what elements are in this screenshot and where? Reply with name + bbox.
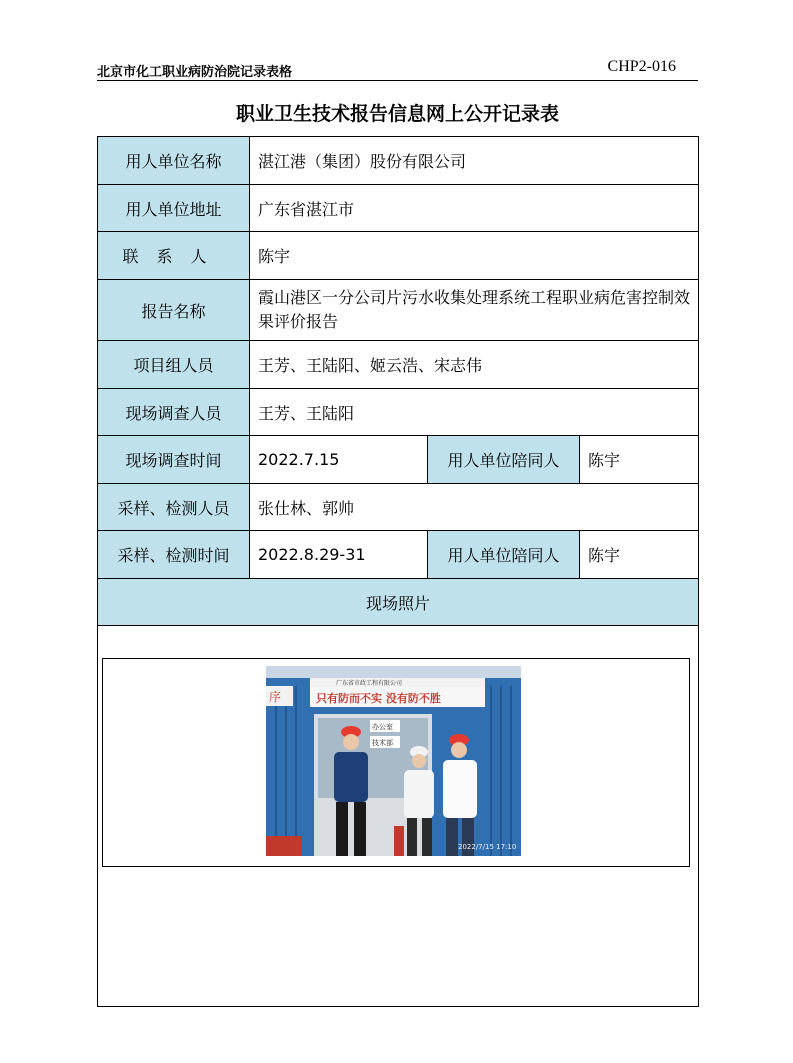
table-row — [98, 341, 699, 389]
sampling-staff-label: 采样、检测人员 — [98, 484, 250, 531]
survey-staff-value: 王芳、王陆阳 — [250, 389, 699, 436]
photo-side-sign: 序 — [269, 690, 282, 704]
table-row — [98, 280, 699, 341]
table-row — [98, 531, 699, 579]
escort-value: 陈宇 — [580, 436, 699, 484]
record-table — [97, 136, 699, 1007]
report-name-value: 霞山港区一分公司片污水收集处理系统工程职业病危害控制效果评价报告 — [250, 280, 699, 341]
survey-time-value: 2022.7.15 — [250, 436, 428, 484]
employer-name-label: 用人单位名称 — [98, 137, 250, 185]
site-photo — [266, 666, 521, 856]
table-row — [98, 232, 699, 280]
photo-door-sign-1: 办公室 — [372, 723, 393, 731]
photo-timestamp: 2022/7/15 17:10 — [458, 843, 517, 851]
table-row — [98, 185, 699, 232]
photo-area — [98, 626, 699, 1007]
escort-label: 用人单位陪同人 — [428, 531, 580, 579]
table-row — [98, 626, 699, 1007]
sampling-time-value: 2022.8.29-31 — [250, 531, 428, 579]
photo-door-sign-2: 技术部 — [372, 739, 393, 747]
photo-frame — [102, 658, 690, 867]
contact-label: 联系人 — [98, 232, 250, 280]
sampling-time-label: 采样、检测时间 — [98, 531, 250, 579]
team-value: 王芳、王陆阳、姬云浩、宋志伟 — [250, 341, 699, 389]
table-row — [98, 137, 699, 185]
escort-label: 用人单位陪同人 — [428, 436, 580, 484]
survey-time-label: 现场调查时间 — [98, 436, 250, 484]
table-row — [98, 436, 699, 484]
survey-staff-label: 现场调查人员 — [98, 389, 250, 436]
employer-name-value: 湛江港（集团）股份有限公司 — [250, 137, 699, 185]
employer-address-label: 用人单位地址 — [98, 185, 250, 232]
team-label: 项目组人员 — [98, 341, 250, 389]
escort-value: 陈宇 — [580, 531, 699, 579]
table-row — [98, 484, 699, 531]
photo-section-label: 现场照片 — [98, 579, 699, 626]
report-name-label: 报告名称 — [98, 280, 250, 341]
table-row — [98, 579, 699, 626]
table-row — [98, 389, 699, 436]
document-title: 职业卫生技术报告信息网上公开记录表 — [235, 103, 559, 125]
photo-banner-text: 只有防而不实 没有防不胜 — [316, 692, 441, 705]
site-photo-illustration — [266, 666, 521, 856]
contact-value: 陈宇 — [250, 232, 699, 280]
form-header — [97, 58, 698, 81]
form-code: CHP2-016 — [607, 58, 676, 75]
sampling-staff-value: 张仕林、郭帅 — [250, 484, 699, 531]
org-form-label: 北京市化工职业病防治院记录表格 — [97, 65, 293, 80]
employer-address-value: 广东省湛江市 — [250, 185, 699, 232]
photo-banner-top: 广东省市政工程有限公司 — [336, 680, 403, 687]
